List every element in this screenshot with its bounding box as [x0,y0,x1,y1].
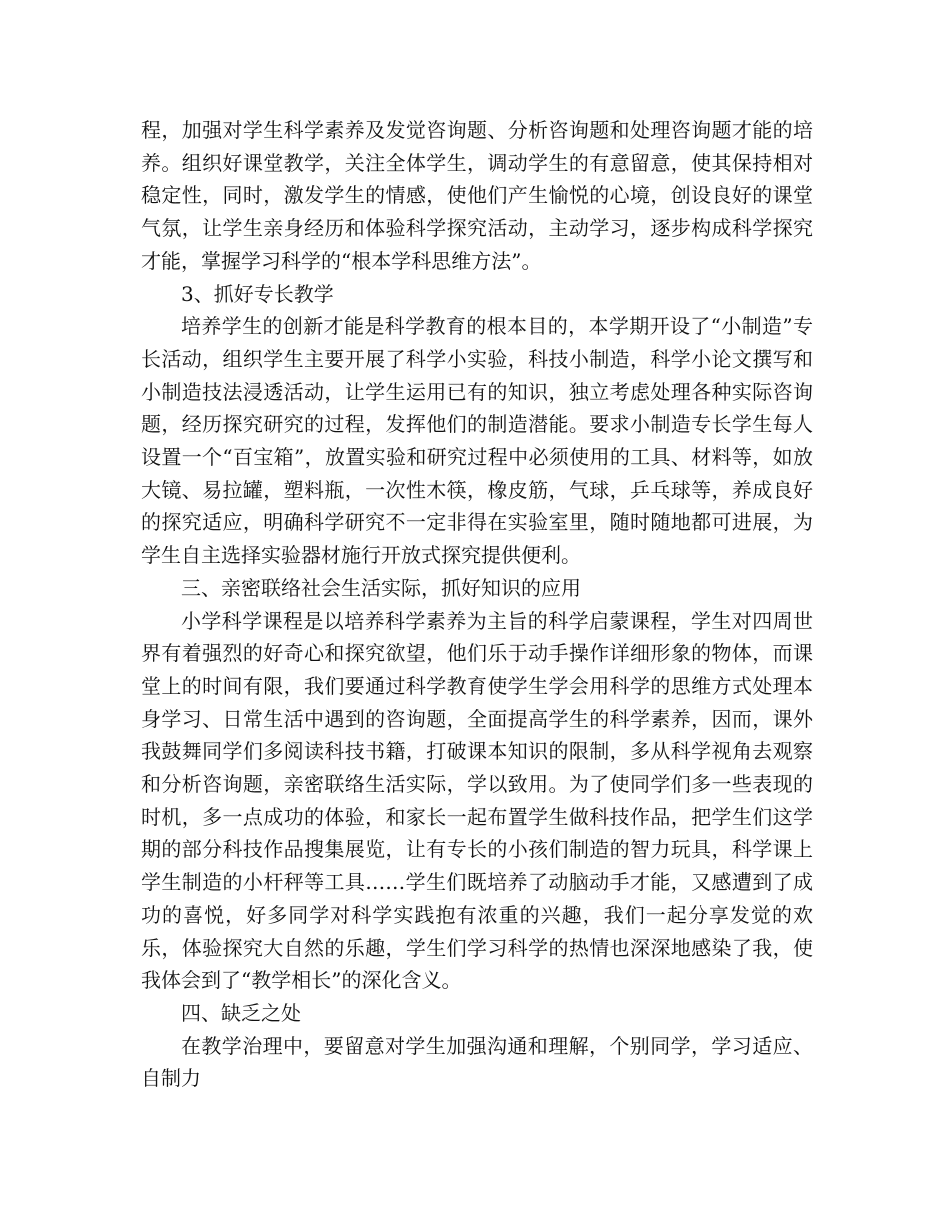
paragraph-shortcomings: 在教学治理中，要留意对学生加强沟通和理解，个别同学，学习适应、自制力 [141,1033,813,1091]
heading-specialty-teaching: 3、抓好专长教学 [181,281,334,306]
heading-social-life: 三、亲密联络社会生活实际，抓好知识的应用 [181,575,581,600]
document-body [141,114,813,1095]
heading-shortcomings: 四、缺乏之处 [181,1000,301,1025]
paragraph-continued-course: 程，加强对学生科学素养及发觉咨询题、分析咨询题和处理咨询题才能的培养。组织好课堂教学，关注全体学生，调动学生的有意留意，使其保持相对稳定性，同时，激发学生的情感，使他们产生愉悦的心境，创设良好的课堂气氛，让学生亲身经历和体验科学探究活动，主动学习，逐步构成科学探究才能，掌握学习科学的“根本学科思维方法”。 [141,118,813,273]
paragraph-specialty-teaching: 培养学生的创新才能是科学教育的根本目的，本学期开设了“小制造”专长活动，组织学生主要开展了科学小实验，科技小制造，科学小论文撰写和小制造技法浸透活动，让学生运用已有的知识，独立考虑处理各种实际咨询题，经历探究研究的过程，发挥他们的制造潜能。要求小制造专长学生每人设置一个“百宝箱”，放置实验和研究过程中必须使用的工具、材料等，如放大镜、易拉罐，塑料瓶，一次性木筷，橡皮筋，气球，乒乓球等，养成良好的探究适应，明确科学研究不一定非得在实验室里，随时随地都可进展，为学生自主选择实验器材施行开放式探究提供便利。 [141,314,813,568]
paragraph-social-life: 小学科学课程是以培养科学素养为主旨的科学启蒙课程，学生对四周世界有着强烈的好奇心和探究欲望，他们乐于动手操作详细形象的物体，而课堂上的时间有限，我们要通过科学教育使学生学会用科学的思维方式处理本身学习、日常生活中遇到的咨询题，全面提高学生的科学素养，因而，课外我鼓舞同学们多阅读科技书籍，打破课本知识的限制，多从科学视角去观察和分析咨询题，亲密联络生活实际，学以致用。为了使同学们多一些表现的时机，多一点成功的体验，和家长一起布置学生做科技作品，把学生们这学期的部分科技作品搜集展览，让有专长的小孩们制造的智力玩具，科学课上学生制造的小杆秤等工具……学生们既培养了动脑动手才能，又感遭到了成功的喜悦，好多同学对科学实践抱有浓重的兴趣，我们一起分享发觉的欢乐，体验探究大自然的乐趣，学生们学习科学的热情也深深地感染了我，使我体会到了“教学相长”的深化含义。 [141,608,813,993]
